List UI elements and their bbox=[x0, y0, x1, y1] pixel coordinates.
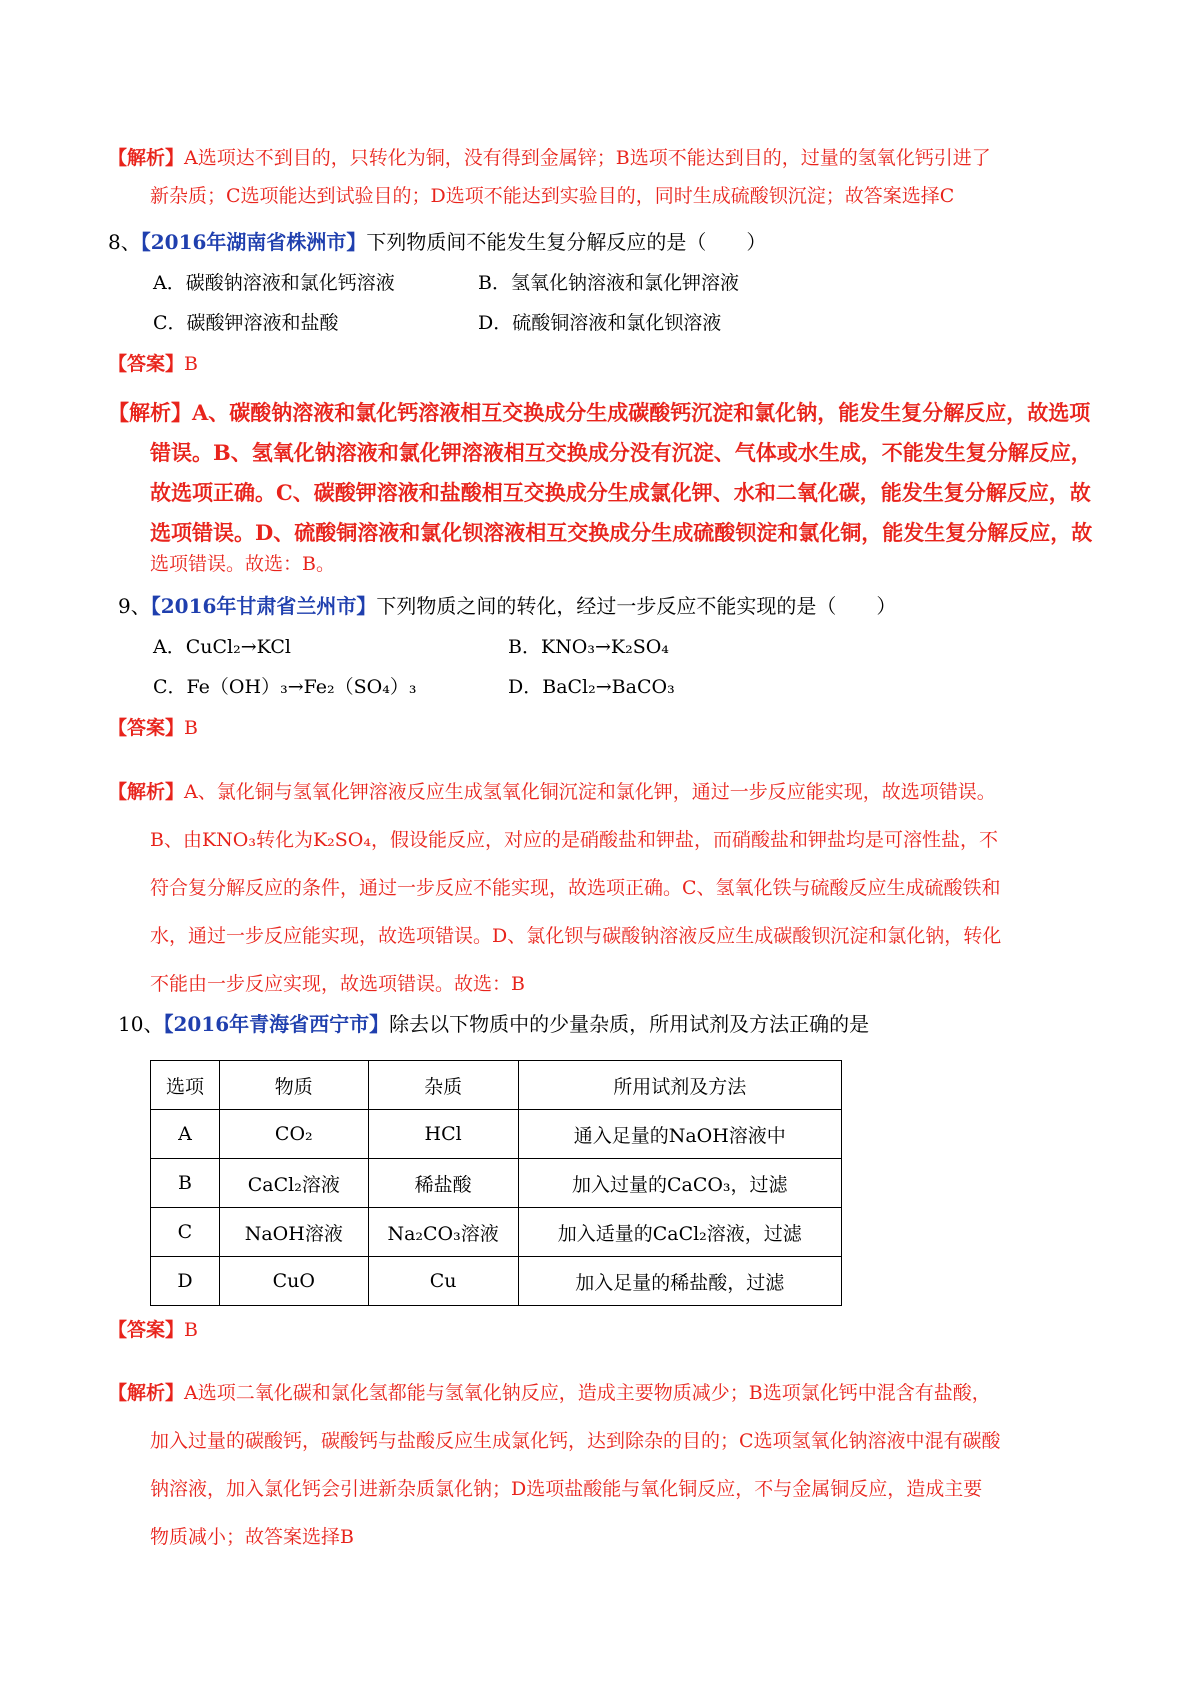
question-8-answer bbox=[108, 352, 198, 376]
answer-tag: 【答案】 bbox=[108, 1319, 185, 1341]
question-10-jiexi-line4: 物质减小；故答案选择B bbox=[150, 1526, 354, 1548]
question-10-answer bbox=[108, 1318, 198, 1342]
table-cell: HCl bbox=[368, 1110, 518, 1159]
question-9-jiexi-line4: 水，通过一步反应能实现，故选项错误。D、氯化钡与碳酸钠溶液反应生成碳酸钡沉淀和氯化钠，转化 bbox=[150, 925, 1002, 947]
question-9-answer-value: B bbox=[184, 717, 198, 739]
question-8-jiexi bbox=[108, 393, 1092, 575]
question-9-option-d: D．BaCl₂→BaCO₃ bbox=[508, 676, 675, 698]
question-9-text: 下列物质之间的转化，经过一步反应不能实现的是（ ） bbox=[376, 594, 897, 618]
jiexi-tag: 【解析】 bbox=[108, 1382, 185, 1404]
table-cell: CO₂ bbox=[219, 1110, 368, 1159]
question-9-jiexi bbox=[108, 768, 1001, 1008]
question-9-number: 9、 bbox=[118, 594, 151, 618]
question-8-text: 下列物质间不能发生复分解反应的是（ ） bbox=[366, 230, 767, 254]
jiexi-tag: 【解析】 bbox=[108, 781, 185, 803]
table-cell: CuO bbox=[219, 1257, 368, 1306]
question-8-option-a: A．碳酸钠溶液和氯化钙溶液 bbox=[153, 272, 395, 294]
question-9-jiexi-line1: A、氯化铜与氢氧化钾溶液反应生成氢氧化铜沉淀和氯化钾，通过一步反应能实现，故选项错误。 bbox=[184, 781, 996, 803]
question-8-option-b: B．氢氧化钠溶液和氯化钾溶液 bbox=[478, 272, 739, 294]
question-10-jiexi bbox=[108, 1369, 1001, 1561]
question-10-stem bbox=[118, 1012, 869, 1036]
question-9-jiexi-line3: 符合复分解反应的条件，通过一步反应不能实现，故选项正确。C、氢氧化铁与硫酸反应生成硫酸铁和 bbox=[150, 877, 1001, 899]
jiexi-tag: 【解析】 bbox=[108, 147, 185, 169]
table-cell: A bbox=[151, 1110, 220, 1159]
table-cell: Cu bbox=[368, 1257, 518, 1306]
table-row bbox=[151, 1110, 842, 1159]
table-row bbox=[151, 1159, 842, 1208]
jiexi-7-line2: 新杂质；C选项能达到试验目的；D选项不能达到实验目的，同时生成硫酸钡沉淀；故答案选择C bbox=[150, 185, 955, 207]
question-8-option-c: C．碳酸钾溶液和盐酸 bbox=[153, 312, 339, 334]
question-9-stem bbox=[118, 594, 896, 618]
table-header-cell: 所用试剂及方法 bbox=[518, 1061, 841, 1110]
question-10-table bbox=[150, 1060, 842, 1306]
table-cell: 加入适量的CaCl₂溶液，过滤 bbox=[518, 1208, 841, 1257]
table-cell: 稀盐酸 bbox=[368, 1159, 518, 1208]
question-9-option-c: C．Fe（OH）₃→Fe₂（SO₄）₃ bbox=[153, 676, 417, 698]
table-header-row bbox=[151, 1061, 842, 1110]
question-8-jiexi-line5: 选项错误。故选：B。 bbox=[150, 553, 335, 575]
question-10-answer-value: B bbox=[184, 1319, 198, 1341]
table-header-cell: 杂质 bbox=[368, 1061, 518, 1110]
question-9-option-b: B．KNO₃→K₂SO₄ bbox=[508, 636, 669, 658]
table-cell: 加入过量的CaCO₃，过滤 bbox=[518, 1159, 841, 1208]
question-8-source: 【2016年湖南省株洲市】 bbox=[140, 230, 367, 254]
table-cell: 通入足量的NaOH溶液中 bbox=[518, 1110, 841, 1159]
question-10-text: 除去以下物质中的少量杂质，所用试剂及方法正确的是 bbox=[389, 1012, 870, 1036]
question-9-source: 【2016年甘肃省兰州市】 bbox=[150, 594, 377, 618]
question-8-option-d: D．硫酸铜溶液和氯化钡溶液 bbox=[478, 312, 722, 334]
question-8-jiexi-line1: A、碳酸钠溶液和氯化钙溶液相互交换成分生成碳酸钙沉淀和氯化钠，能发生复分解反应，故选项 bbox=[192, 400, 1091, 425]
question-9-answer bbox=[108, 716, 198, 740]
table-cell: B bbox=[151, 1159, 220, 1208]
table-cell: CaCl₂溶液 bbox=[219, 1159, 368, 1208]
question-8-jiexi-line4: 选项错误。D、硫酸铜溶液和氯化钡溶液相互交换成分生成硫酸钡淀和氯化铜，能发生复分解反应，故 bbox=[150, 520, 1093, 545]
jiexi-7-line1: A选项达不到目的，只转化为铜，没有得到金属锌；B选项不能达到目的，过量的氢氧化钙引进了 bbox=[184, 147, 991, 169]
question-10-number: 10、 bbox=[118, 1012, 164, 1036]
table-header-cell: 选项 bbox=[151, 1061, 220, 1110]
question-9-option-a: A．CuCl₂→KCl bbox=[153, 636, 291, 658]
question-9-jiexi-line5: 不能由一步反应实现，故选项错误。故选：B bbox=[150, 973, 525, 995]
table-cell: D bbox=[151, 1257, 220, 1306]
question-8-jiexi-line2: 错误。B、氢氧化钠溶液和氯化钾溶液相互交换成分没有沉淀、气体或水生成，不能发生复分解反应， bbox=[150, 440, 1092, 465]
question-10-jiexi-line3: 钠溶液，加入氯化钙会引进新杂质氯化钠；D选项盐酸能与氧化铜反应，不与金属铜反应，造成主要 bbox=[150, 1478, 983, 1500]
question-9-jiexi-line2: B、由KNO₃转化为K₂SO₄，假设能反应，对应的是硝酸盐和钾盐，而硝酸盐和钾盐均是可溶性盐，不 bbox=[150, 829, 998, 851]
question-8-stem bbox=[108, 230, 766, 254]
jiexi-7 bbox=[108, 146, 991, 208]
answer-tag: 【答案】 bbox=[108, 353, 185, 375]
table-row bbox=[151, 1257, 842, 1306]
table-cell: NaOH溶液 bbox=[219, 1208, 368, 1257]
jiexi-tag: 【解析】 bbox=[108, 400, 192, 425]
question-8-answer-value: B bbox=[184, 353, 198, 375]
question-10-jiexi-line2: 加入过量的碳酸钙，碳酸钙与盐酸反应生成氯化钙，达到除杂的目的；C选项氢氧化钠溶液中混有碳酸 bbox=[150, 1430, 1001, 1452]
question-8-jiexi-line3: 故选项正确。C、碳酸钾溶液和盐酸相互交换成分生成氯化钾、水和二氧化碳，能发生复分解反应，故 bbox=[150, 480, 1091, 505]
question-10-jiexi-line1: A选项二氧化碳和氯化氢都能与氢氧化钠反应，造成主要物质减少；B选项氯化钙中混含有盐酸， bbox=[184, 1382, 991, 1404]
table-header-cell: 物质 bbox=[219, 1061, 368, 1110]
question-10-source: 【2016年青海省西宁市】 bbox=[163, 1012, 390, 1036]
table-cell: 加入足量的稀盐酸，过滤 bbox=[518, 1257, 841, 1306]
table-row bbox=[151, 1208, 842, 1257]
question-8-number: 8、 bbox=[108, 230, 141, 254]
table-cell: C bbox=[151, 1208, 220, 1257]
answer-tag: 【答案】 bbox=[108, 717, 185, 739]
table-cell: Na₂CO₃溶液 bbox=[368, 1208, 518, 1257]
